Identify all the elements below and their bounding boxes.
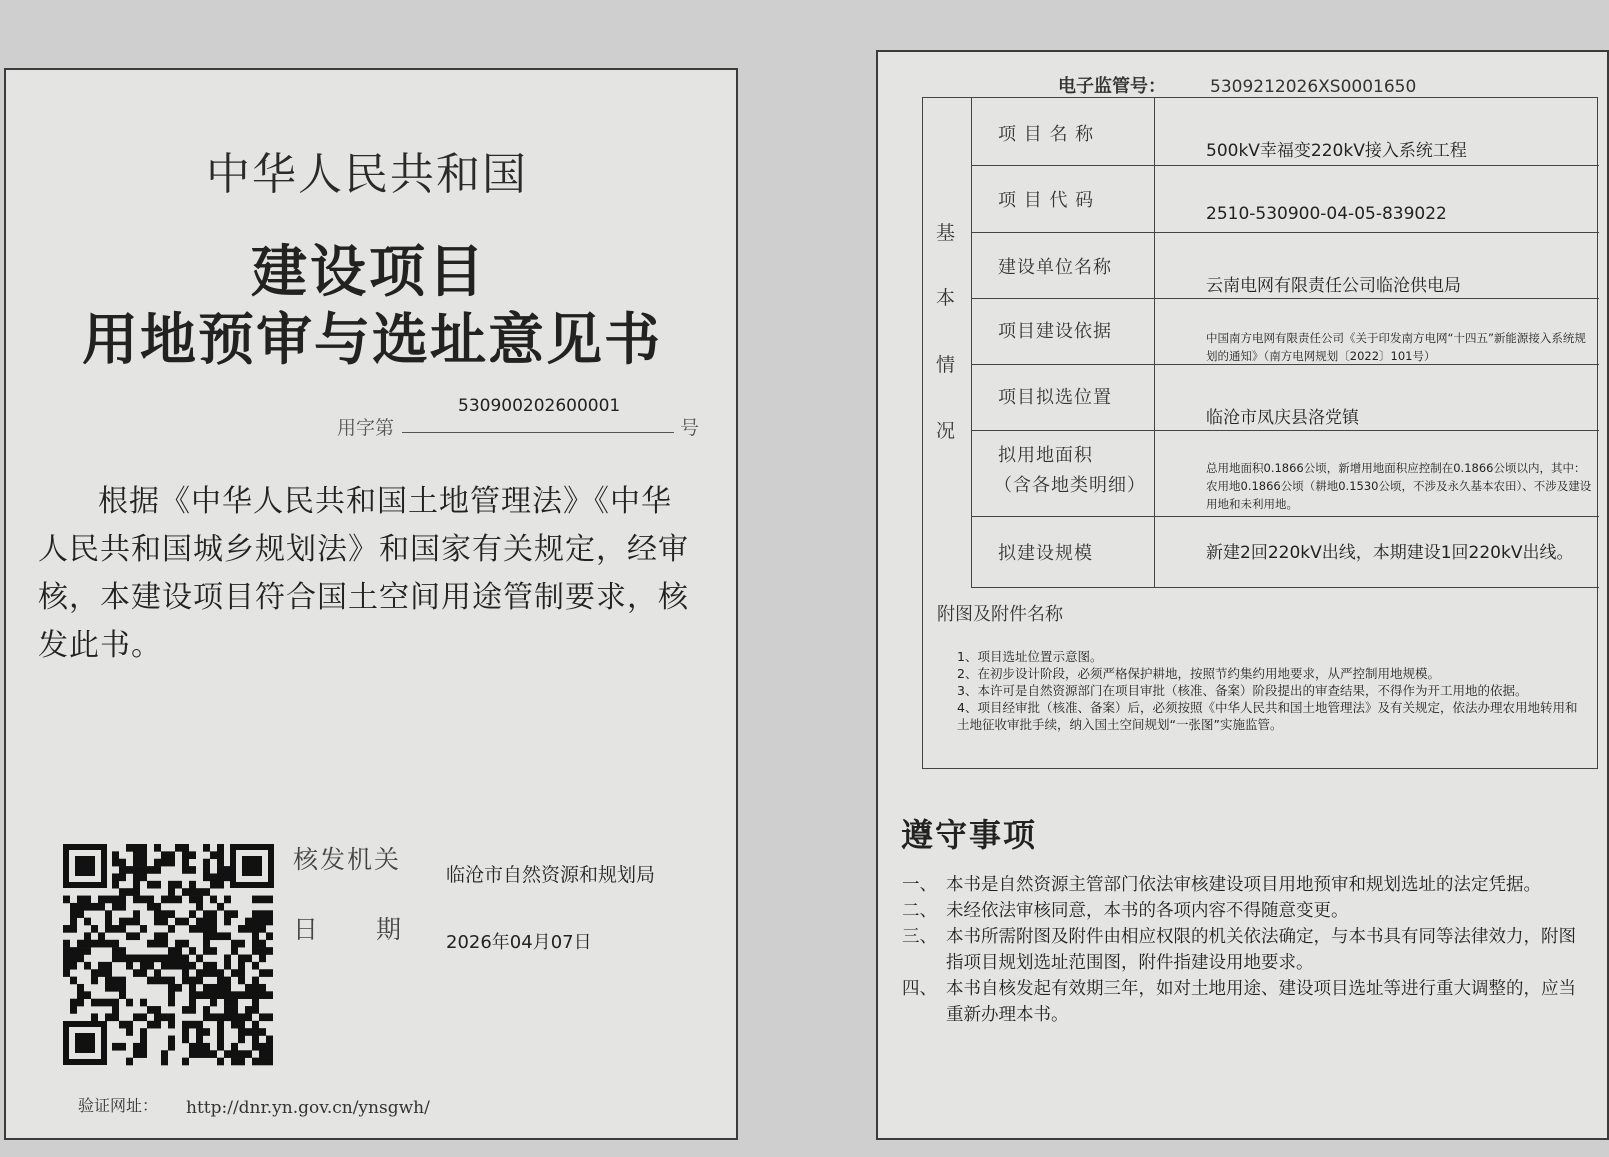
attachments-title: 附图及附件名称 <box>937 604 1063 625</box>
supervision-number-label: 电子监管号： <box>1058 76 1166 97</box>
compliance-item-text: 未经依法审核同意，本书的各项内容不得随意变更。 <box>946 901 1349 921</box>
supervision-number-value: 5309212026XS0001650 <box>1210 77 1417 97</box>
left-page-cover <box>4 68 738 1140</box>
side-char: 情 <box>936 354 956 376</box>
attachment-item: 2、在初步设计阶段，必须严格保护耕地，按照节约集约用地要求，从严控制用地规模。 <box>957 666 1440 681</box>
side-char: 基 <box>936 222 956 244</box>
basic-info-side-header <box>923 98 972 588</box>
row-label: 项目建设依据 <box>998 321 1112 342</box>
table-row-project-name <box>972 98 1599 166</box>
verify-url-link[interactable]: http://dnr.yn.gov.cn/ynsgwh/ <box>186 1098 430 1118</box>
row-value: 云南电网有限责任公司临沧供电局 <box>1206 276 1461 296</box>
compliance-item <box>902 872 1592 898</box>
number-prefix: 用字第 <box>337 417 395 439</box>
row-label: 建设单位名称 <box>998 257 1112 278</box>
table-row-project-code <box>972 166 1599 233</box>
row-label: 拟建设规模 <box>998 543 1093 564</box>
compliance-item-text: 本书是自然资源主管部门依法审核建设项目用地预审和规划选址的法定凭据。 <box>946 875 1541 895</box>
issuer-label: 核发机关 <box>293 845 402 874</box>
number-suffix: 号 <box>680 417 700 439</box>
row-label: 项 目 名 称 <box>998 124 1095 145</box>
table-row-builder-name <box>972 233 1599 299</box>
attachment-item: 1、项目选址位置示意图。 <box>957 649 1103 664</box>
right-page-details <box>876 50 1609 1140</box>
date-value: 2026年04月07日 <box>446 932 592 953</box>
number-underline <box>402 432 674 433</box>
row-label: 项目拟选位置 <box>998 387 1112 408</box>
attachment-item: 3、本许可是自然资源部门在项目审批（核准、备案）阶段提出的审查结果，不得作为开工用地的依据。 <box>957 683 1528 698</box>
row-value: 新建2回220kV出线，本期建设1回220kV出线。 <box>1206 543 1574 563</box>
row-value: 2510-530900-04-05-839022 <box>1206 204 1447 224</box>
row-label: 拟用地面积 <box>998 445 1093 466</box>
issuer-value: 临沧市自然资源和规划局 <box>446 864 656 886</box>
attachments-list <box>957 648 1587 733</box>
basic-info-table <box>922 97 1598 769</box>
date-label: 日期 <box>293 915 460 944</box>
verify-label: 验证网址： <box>78 1096 159 1115</box>
row-label-sub: （含各地类明细） <box>994 475 1146 496</box>
table-row-basis <box>972 299 1599 365</box>
row-value: 临沧市凤庆县洛党镇 <box>1206 408 1359 428</box>
row-value: 总用地面积0.1866公顷，新增用地面积应控制在0.1866公顷以内，其中：农用地0.1866公顷（耕地0.1530公顷，不涉及永久基本农田）、不涉及建设用地和未利用地。 <box>1206 461 1592 511</box>
compliance-item-number: 一、 <box>902 875 937 895</box>
row-label: 项 目 代 码 <box>998 190 1095 211</box>
compliance-item-number: 三、 <box>902 927 937 947</box>
qr-code-graphic <box>61 842 276 1067</box>
table-row-land-area <box>972 431 1599 517</box>
basis-paragraph: 根据《中华人民共和国土地管理法》《中华人民共和国城乡规划法》和国家有关规定，经审核，本建设项目符合国土空间用途管制要求，核发此书。 <box>38 484 689 663</box>
compliance-list <box>902 872 1592 1028</box>
compliance-item <box>902 898 1592 924</box>
side-char: 本 <box>936 287 956 309</box>
qr-code <box>61 842 276 1067</box>
attachment-item: 4、项目经审批（核准、备案）后，必须按照《中华人民共和国土地管理法》及有关规定，依法办理农用地转用和土地征收审批手续，纳入国土空间规划“一张图”实施监管。 <box>957 700 1578 732</box>
compliance-item-number: 四、 <box>902 979 937 999</box>
compliance-title: 遵守事项 <box>901 816 1038 854</box>
document-title-line2: 用地预审与选址意见书 <box>82 308 662 373</box>
table-row-scale <box>972 517 1599 588</box>
side-char: 况 <box>936 420 956 442</box>
compliance-item-number: 二、 <box>902 901 937 921</box>
document-title-line1: 建设项目 <box>251 240 487 305</box>
table-row-location <box>972 365 1599 431</box>
compliance-item <box>902 924 1592 976</box>
document-number: 530900202600001 <box>458 396 621 416</box>
compliance-item <box>902 976 1592 1028</box>
country-name: 中华人民共和国 <box>206 149 528 200</box>
compliance-item-text: 本书所需附图及附件由相应权限的机关依法确定，与本书具有同等法律效力，附图指项目规划选址范围图，附件指建设用地要求。 <box>946 927 1576 973</box>
row-value: 中国南方电网有限责任公司《关于印发南方电网“十四五”新能源接入系统规划的通知》（南方电网规划〔2022〕101号） <box>1206 331 1586 363</box>
compliance-item-text: 本书自核发起有效期三年，如对土地用途、建设项目选址等进行重大调整的，应当重新办理本书。 <box>946 979 1576 1025</box>
row-value: 500kV幸福变220kV接入系统工程 <box>1206 141 1467 161</box>
